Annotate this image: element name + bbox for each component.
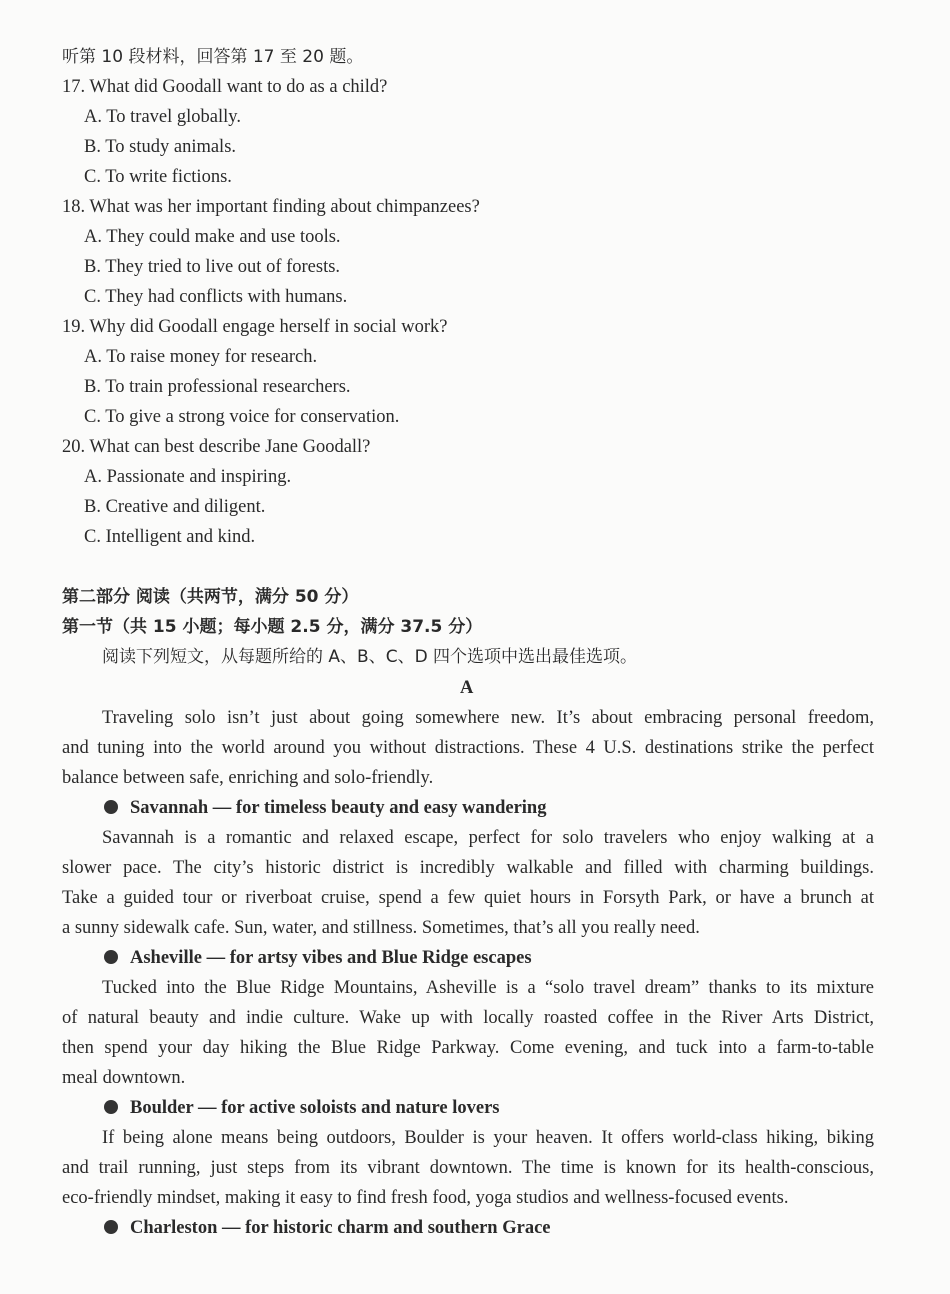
bullet-icon [104, 950, 118, 964]
savannah-line-4: a sunny sidewalk cafe. Sun, water, and stillness. Sometimes, that’s all you really need. [62, 918, 700, 938]
asheville-line-2: of natural beauty and indie culture. Wake up with locally roasted coffee in the River Arts District, [62, 1008, 874, 1028]
heading-asheville [104, 946, 532, 970]
savannah-line-1: Savannah is a romantic and relaxed escape, perfect for solo travelers who enjoy walking at a [102, 828, 874, 848]
option-18b: B. They tried to live out of forests. [84, 257, 341, 277]
option-19b: B. To train professional researchers. [84, 377, 351, 397]
savannah-line-3: Take a guided tour or riverboat cruise, spend a few quiet hours in Forsyth Park, or have a brunch at [62, 888, 874, 908]
option-20c: C. Intelligent and kind. [84, 527, 256, 547]
asheville-paragraph [62, 976, 874, 1090]
option-18a: A. They could make and use tools. [84, 227, 341, 247]
option-19a: A. To raise money for research. [84, 347, 318, 367]
intro-line-3: balance between safe, enriching and solo-friendly. [62, 768, 434, 788]
boulder-paragraph [62, 1126, 874, 1210]
option-20a: A. Passionate and inspiring. [84, 467, 292, 487]
asheville-line-3: then spend your day hiking the Blue Ridge Parkway. Come evening, and tuck into a farm-to-table [62, 1038, 874, 1058]
asheville-line-4: meal downtown. [62, 1068, 186, 1088]
intro-line-1: Traveling solo isn’t just about going somewhere new. It’s about embracing personal freedom, [102, 708, 874, 728]
option-19c: C. To give a strong voice for conservation. [84, 407, 400, 427]
heading-charleston-text: Charleston — for historic charm and southern Grace [130, 1218, 551, 1238]
heading-boulder-text: Boulder — for active soloists and nature lovers [130, 1098, 500, 1118]
option-17a: A. To travel globally. [84, 107, 241, 127]
bullet-icon [104, 1100, 118, 1114]
boulder-line-3: eco-friendly mindset, making it easy to find fresh food, yoga studios and wellness-focused events. [62, 1188, 789, 1208]
bullet-icon [104, 1220, 118, 1234]
option-17b: B. To study animals. [84, 137, 237, 157]
question-19: 19. Why did Goodall engage herself in social work? [62, 317, 448, 337]
heading-charleston [104, 1216, 551, 1240]
option-18c: C. They had conflicts with humans. [84, 287, 348, 307]
passage-label: A [460, 678, 474, 698]
bullet-icon [104, 800, 118, 814]
asheville-line-1: Tucked into the Blue Ridge Mountains, Asheville is a “solo travel dream” thanks to its mixture [102, 978, 874, 998]
heading-boulder [104, 1096, 500, 1120]
section-title: 第一节（共 15 小题；每小题 2.5 分，满分 37.5 分） [62, 617, 483, 637]
heading-asheville-text: Asheville — for artsy vibes and Blue Ridge escapes [130, 948, 532, 968]
option-20b: B. Creative and diligent. [84, 497, 266, 517]
question-17: 17. What did Goodall want to do as a child? [62, 77, 388, 97]
listening-intro: 听第 10 段材料，回答第 17 至 20 题。 [62, 47, 364, 67]
option-17c: C. To write fictions. [84, 167, 232, 187]
part-title: 第二部分 阅读（共两节，满分 50 分） [62, 587, 359, 607]
intro-line-2: and tuning into the world around you without distractions. These 4 U.S. destinations strike the perfect [62, 738, 874, 758]
reading-instruction: 阅读下列短文，从每题所给的 A、B、C、D 四个选项中选出最佳选项。 [102, 647, 638, 667]
heading-savannah-text: Savannah — for timeless beauty and easy wandering [130, 798, 547, 818]
passage-intro [62, 706, 874, 790]
savannah-paragraph [62, 826, 874, 940]
heading-savannah [104, 796, 546, 820]
boulder-line-2: and trail running, just steps from its vibrant downtown. The time is known for its health-conscious, [62, 1158, 874, 1178]
question-18: 18. What was her important finding about chimpanzees? [62, 197, 480, 217]
savannah-line-2: slower pace. The city’s historic district is incredibly walkable and filled with charming buildings. [62, 858, 874, 878]
question-20: 20. What can best describe Jane Goodall? [62, 437, 371, 457]
boulder-line-1: If being alone means being outdoors, Boulder is your heaven. It offers world-class hiking, biking [102, 1128, 874, 1148]
